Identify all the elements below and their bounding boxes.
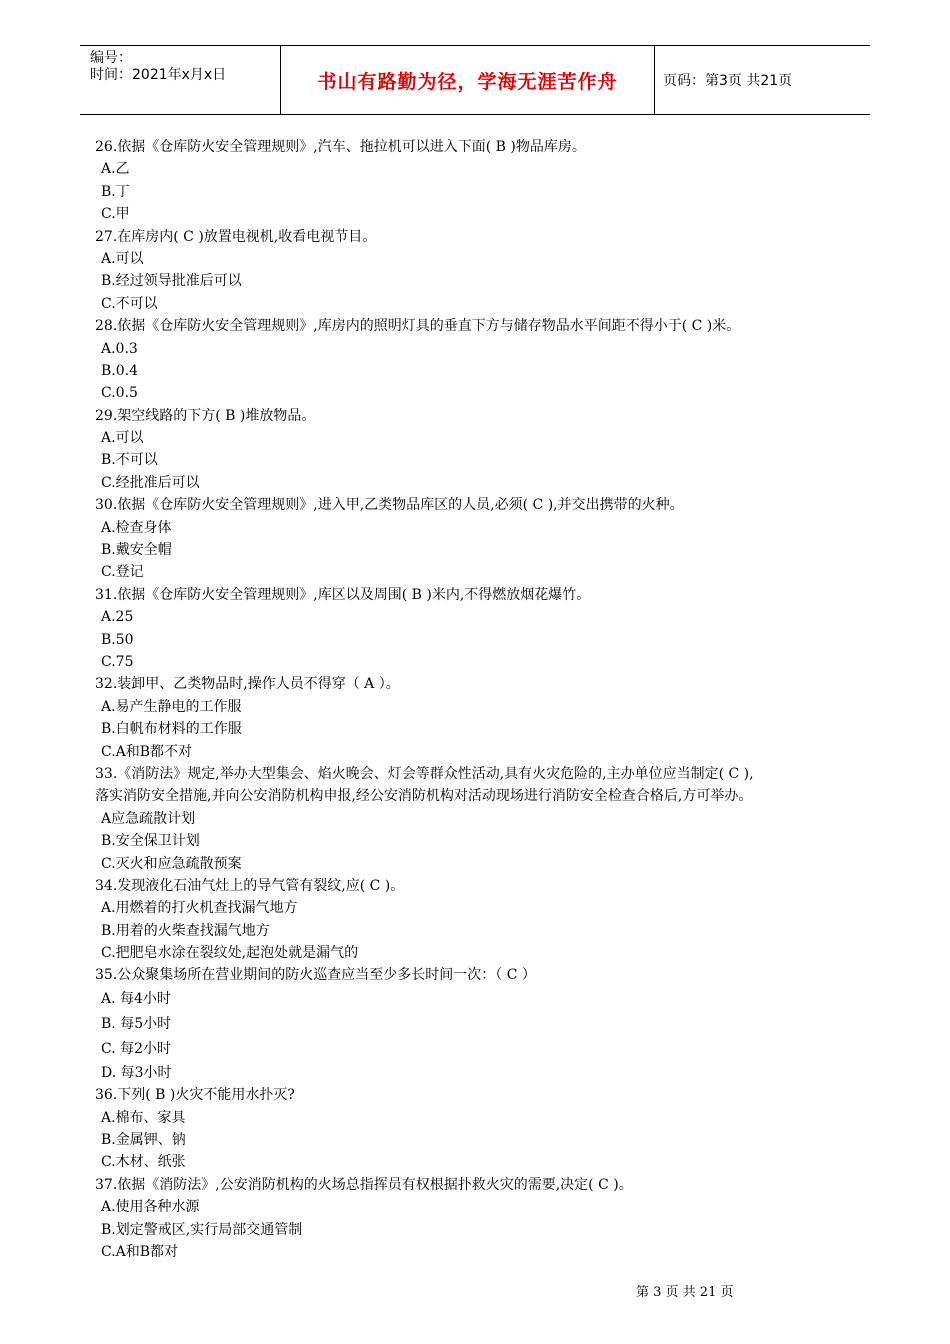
answer-option: A.乙 xyxy=(101,161,130,178)
question-text: 34.发现液化石油气灶上的导气管有裂纹,应( C )。 xyxy=(95,877,405,894)
date-label: 时间：2021年x月x日 xyxy=(90,67,227,83)
number-label: 编号： xyxy=(90,50,132,66)
answer-option: C.经批准后可以 xyxy=(101,474,200,491)
question-text: 31.依据《仓库防火安全管理规则》,库区以及周围( B )米内,不得燃放烟花爆竹。 xyxy=(95,586,591,603)
answer-option: B.划定警戒区,实行局部交通管制 xyxy=(101,1221,303,1238)
question-text: 27.在库房内( C )放置电视机,收看电视节目。 xyxy=(95,228,377,245)
question-text: 33.《消防法》规定,举办大型集会、焰火晚会、灯会等群众性活动,具有火灾危险的,主办单位应当制定( C ), xyxy=(95,765,754,782)
question-text: 36.下列( B )火灾不能用水扑灭? xyxy=(95,1087,295,1104)
question-text: 落实消防安全措施,并向公安消防机构申报,经公安消防机构对活动现场进行消防安全检查合格后,方可举办。 xyxy=(95,788,753,805)
answer-option: B.0.4 xyxy=(101,362,139,379)
answer-option: C.A和B都对 xyxy=(101,1243,179,1260)
question-text: 35.公众聚集场所在营业期间的防火巡查应当至少多长时间一次：（ C ） xyxy=(95,967,536,984)
question-list xyxy=(95,136,885,1263)
answer-option: B.安全保卫计划 xyxy=(101,833,200,850)
answer-option: A.可以 xyxy=(101,250,144,267)
answer-option: A.0.3 xyxy=(101,340,138,357)
answer-option: A.使用各种水源 xyxy=(101,1199,200,1216)
answer-option: B.戴安全帽 xyxy=(101,542,172,559)
question-text: 30.依据《仓库防火安全管理规则》,进入甲,乙类物品库区的人员,必须( C ),并交出携带的火种。 xyxy=(95,497,684,514)
header-meta xyxy=(80,46,281,114)
question-text: 26.依据《仓库防火安全管理规则》,汽车、拖拉机可以进入下面( B )物品库房。 xyxy=(95,139,586,155)
question-text: 29.架空线路的下方( B )堆放物品。 xyxy=(95,407,316,424)
answer-option: C.把肥皂水涂在裂纹处,起泡处就是漏气的 xyxy=(101,945,359,962)
answer-option: C.灭火和应急疏散预案 xyxy=(101,855,242,872)
page-footer: 第 3 页 共 21 页 xyxy=(636,1285,734,1300)
answer-option: A.检查身体 xyxy=(101,519,172,536)
answer-option: C.0.5 xyxy=(101,385,138,402)
answer-option: B.丁 xyxy=(101,183,130,200)
answer-option: B.白帆布材料的工作服 xyxy=(101,721,242,738)
answer-option: B.金属钾、钠 xyxy=(101,1132,186,1149)
question-text: 32.装卸甲、乙类物品时,操作人员不得穿（ A ）。 xyxy=(95,676,400,693)
answer-option: D. 每3小时 xyxy=(101,1064,172,1081)
answer-option: B.经过领导批准后可以 xyxy=(101,273,242,290)
answer-option: A.可以 xyxy=(101,430,144,447)
answer-option: A. 每4小时 xyxy=(101,990,171,1007)
answer-option: A.用燃着的打火机查找漏气地方 xyxy=(101,900,298,917)
answer-option: C.75 xyxy=(101,653,134,670)
answer-option: A.棉布、家具 xyxy=(101,1109,186,1126)
answer-option: A应急疏散计划 xyxy=(101,810,196,827)
answer-option: C.登记 xyxy=(101,564,144,581)
header-motto: 书山有路勤为径，学海无涯苦作舟 xyxy=(281,46,655,114)
question-text: 37.依据《消防法》,公安消防机构的火场总指挥员有权根据扑救火灾的需要,决定( C )。 xyxy=(95,1176,633,1193)
header-page-label: 页码：第3页 共21页 xyxy=(663,73,793,89)
answer-option: C.木材、纸张 xyxy=(101,1154,186,1171)
answer-option: C.甲 xyxy=(101,206,130,223)
answer-option: B.不可以 xyxy=(101,452,158,469)
answer-option: B.50 xyxy=(101,631,134,648)
answer-option: C.A和B都不对 xyxy=(101,743,193,760)
answer-option: C. 每2小时 xyxy=(101,1040,172,1057)
page-header xyxy=(80,45,870,115)
answer-option: C.不可以 xyxy=(101,295,158,312)
answer-option: A.25 xyxy=(101,609,134,626)
answer-option: B.用着的火柴查找漏气地方 xyxy=(101,922,270,939)
question-text: 28.依据《仓库防火安全管理规则》,库房内的照明灯具的垂直下方与储存物品水平间距不得小于( C )米。 xyxy=(95,318,741,335)
answer-option: A.易产生静电的工作服 xyxy=(101,698,242,715)
answer-option: B. 每5小时 xyxy=(101,1015,172,1032)
